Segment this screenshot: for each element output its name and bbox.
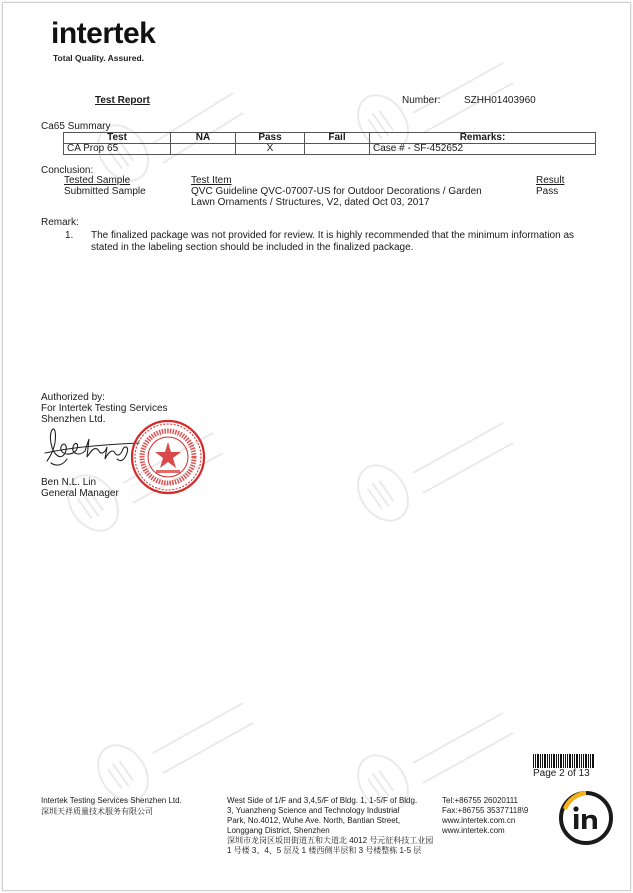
summary-header-cell: Fail <box>305 133 370 144</box>
conclusion-item-line2: Lawn Ornaments / Structures, V2, dated Oct 03, 2017 <box>191 197 430 208</box>
summary-header-row <box>64 133 596 144</box>
footer-address-line5: 深圳市龙岗区坂田街道五和大道北 4012 号元征科技工业园 <box>227 836 434 845</box>
authorized-company-line2: Shenzhen Ltd. <box>41 414 106 425</box>
summary-cell: X <box>236 144 305 155</box>
report-number-value: SZHH01403960 <box>464 95 536 106</box>
footer-tel: Tel:+86755 26020111 <box>442 796 518 805</box>
summary-cell: Case # - SF-452652 <box>370 144 596 155</box>
footer-address-line2: 3, Yuanzheng Science and Technology Industrial <box>227 806 400 815</box>
signatory-name: Ben N.L. Lin <box>41 477 97 488</box>
footer-fax: Fax:+86755 35377118\9 <box>442 806 529 815</box>
report-title: Test Report <box>95 95 150 106</box>
footer-website: www.intertek.com <box>442 826 505 835</box>
summary-header-cell: Remarks: <box>370 133 596 144</box>
conclusion-sample: Submitted Sample <box>64 186 146 197</box>
conclusion-title: Conclusion: <box>41 165 94 176</box>
conclusion-result: Pass <box>536 186 559 197</box>
remark-title: Remark: <box>41 217 79 228</box>
intertek-logo: intertek <box>51 17 156 50</box>
summary-header-cell: Test <box>64 133 171 144</box>
authorized-by-label: Authorized by: <box>41 392 105 403</box>
report-number-label: Number: <box>402 95 441 106</box>
summary-cell <box>171 144 236 155</box>
footer-address-line3: Park, No.4012, Wuhe Ave. North, Bantian Street, <box>227 816 401 825</box>
summary-table <box>63 132 596 155</box>
footer-company-en: Intertek Testing Services Shenzhen Ltd. <box>41 796 182 805</box>
page-number: Page 2 of 13 <box>533 768 590 779</box>
authorized-company-line1: For Intertek Testing Services <box>41 403 168 414</box>
signatory-title: General Manager <box>41 488 119 499</box>
conclusion-item-line1: QVC Guideline QVC-07007-US for Outdoor Decorations / Garden <box>191 186 482 197</box>
footer-address-line6: 1 号楼 3、4、5 层及 1 楼西侧半层和 3 号楼整栋 1-5 层 <box>227 846 422 855</box>
company-seal-icon <box>129 418 207 496</box>
summary-cell: CA Prop 65 <box>64 144 171 155</box>
footer-company-cn: 深圳天祥质量技术服务有限公司 <box>41 807 153 816</box>
barcode-icon <box>533 754 595 768</box>
summary-header-cell: Pass <box>236 133 305 144</box>
table-row <box>64 144 596 155</box>
conclusion-col-item: Test Item <box>191 175 232 186</box>
conclusion-col-result: Result <box>536 175 565 186</box>
signature-icon <box>43 423 143 473</box>
conclusion-col-sample: Tested Sample <box>64 175 131 186</box>
logo-tagline: Total Quality. Assured. <box>53 53 144 63</box>
footer-email: www.intertek.com.cn <box>442 816 516 825</box>
remark-text: The finalized package was not provided for review. It is highly recommended that the minimum information as stated in the labeling section should be included in the finalized package. <box>91 230 575 253</box>
summary-cell <box>305 144 370 155</box>
summary-header-cell: NA <box>171 133 236 144</box>
footer-address-line1: West Side of 1/F and 3,4,5/F of Bldg. 1, 1-5/F of Bldg. <box>227 796 418 805</box>
report-page <box>2 2 631 891</box>
summary-title: Ca65 Summary <box>41 121 111 132</box>
intertek-in-logo-icon <box>557 789 615 847</box>
remark-number: 1. <box>65 230 74 241</box>
footer-address-line4: Longgang District, Shenzhen <box>227 826 330 835</box>
